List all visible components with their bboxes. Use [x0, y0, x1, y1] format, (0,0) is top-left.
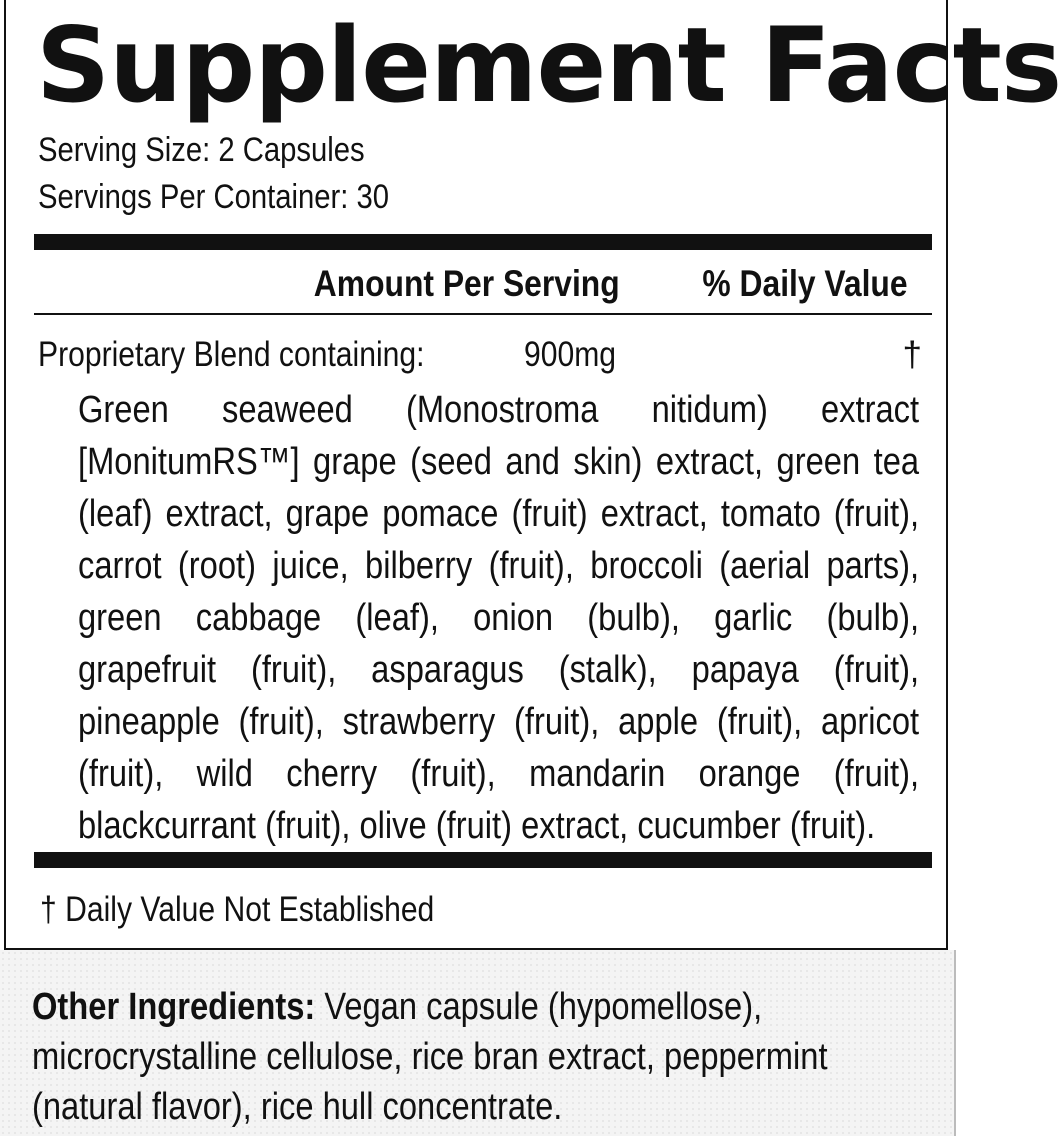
- daily-value-footnote: † Daily Value Not Established: [40, 890, 435, 929]
- amount-per-serving-header: Amount Per Serving: [314, 263, 620, 304]
- ingredient-line: pineapple (fruit), strawberry (fruit), apple (fruit), apricot: [78, 701, 920, 743]
- daily-value-header: % Daily Value: [702, 263, 908, 304]
- ingredient-line: (fruit), wild cherry (fruit), mandarin orange (fruit),: [78, 753, 920, 795]
- divider-thin: [34, 313, 932, 315]
- divider-thick-bottom: [34, 852, 932, 868]
- ingredient-line: grapefruit (fruit), asparagus (stalk), papaya (fruit),: [78, 649, 920, 691]
- blend-ingredients: [78, 384, 919, 852]
- other-ingredients: [32, 982, 918, 1132]
- divider-thick-top: [34, 234, 932, 250]
- ingredient-line: [MonitumRS™] grape (seed and skin) extract, green tea: [78, 441, 920, 483]
- blend-name: Proprietary Blend containing:: [38, 335, 425, 374]
- serving-size: Serving Size: 2 Capsules: [38, 131, 365, 169]
- other-ingredients-line: microcrystalline cellulose, rice bran extract, peppermint: [32, 1036, 828, 1078]
- ingredient-line: (leaf) extract, grape pomace (fruit) extract, tomato (fruit),: [78, 493, 920, 535]
- other-ingredients-label: Other Ingredients:: [32, 986, 316, 1028]
- servings-per-container: Servings Per Container: 30: [38, 178, 390, 216]
- ingredient-line: carrot (root) juice, bilberry (fruit), broccoli (aerial parts),: [78, 545, 920, 587]
- other-ingredients-line: [32, 982, 918, 1032]
- other-ingredients-line: (natural flavor), rice hull concentrate.: [32, 1086, 563, 1128]
- ingredient-line: Green seaweed (Monostroma nitidum) extract: [78, 389, 920, 431]
- blend-amount: 900mg: [524, 335, 617, 374]
- other-ingredients-text: Vegan capsule (hypomellose),: [315, 986, 763, 1028]
- ingredient-line: blackcurrant (fruit), olive (fruit) extract, cucumber (fruit).: [78, 805, 876, 847]
- supplement-facts-panel: [4, 0, 1061, 950]
- ingredient-line: green cabbage (leaf), onion (bulb), garlic (bulb),: [78, 597, 920, 639]
- proprietary-blend-row: [38, 330, 926, 380]
- panel-title: Supplement Facts: [36, 6, 1061, 126]
- blend-daily-value-dagger: †: [902, 335, 922, 374]
